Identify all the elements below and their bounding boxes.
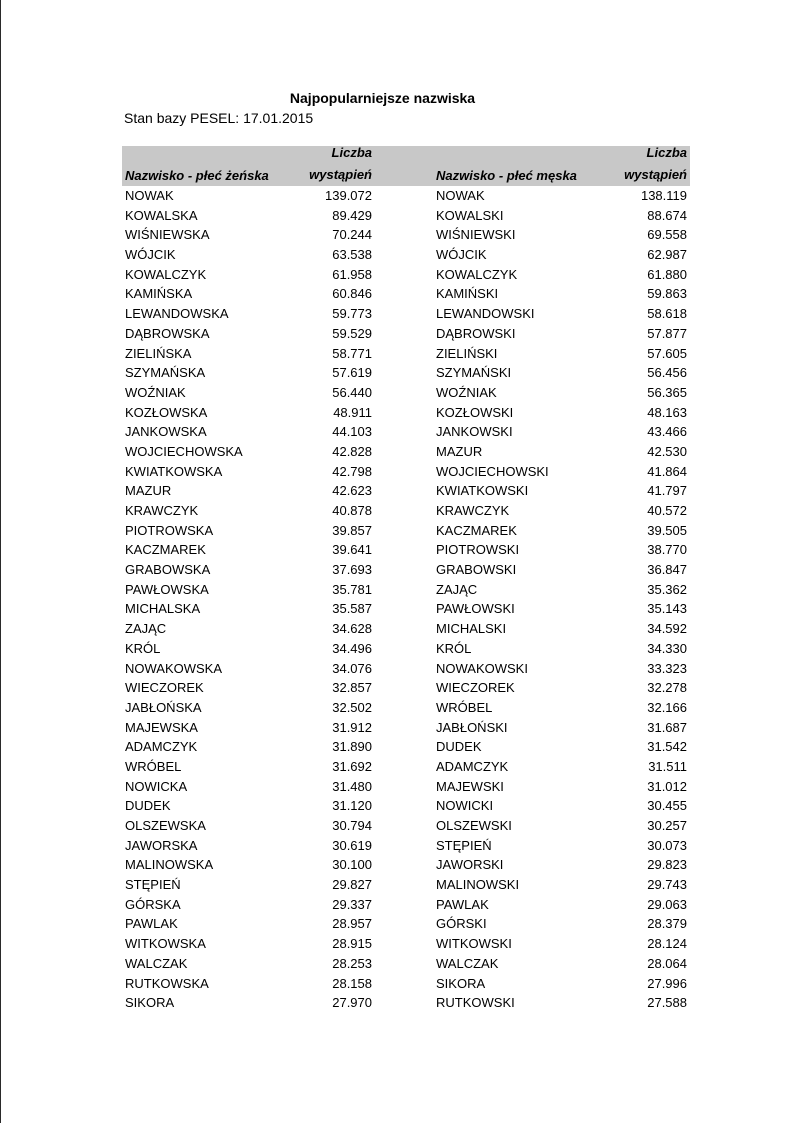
female-count: 29.827	[332, 877, 372, 893]
female-surname: NOWAK	[125, 188, 174, 203]
table-row	[122, 540, 690, 560]
table-row	[122, 344, 690, 364]
male-count: 30.073	[647, 837, 687, 853]
table-row	[122, 599, 690, 619]
header-female-name: Nazwisko - płeć żeńska	[125, 168, 269, 183]
table-row	[122, 186, 690, 206]
table-row	[122, 304, 690, 324]
male-surname: GRABOWSKI	[436, 562, 517, 578]
female-surname: MICHALSKA	[125, 601, 201, 617]
header-female-count-line2: wystąpień	[309, 167, 372, 182]
male-surname: MAJEWSKI	[436, 778, 504, 794]
table-row	[122, 403, 690, 423]
female-count: 60.846	[332, 286, 372, 302]
female-surname: WIECZOREK	[125, 680, 204, 696]
male-count: 40.572	[647, 503, 687, 518]
male-surname: LEWANDOWSKI	[436, 306, 535, 322]
page-edge	[0, 0, 1, 1123]
male-count: 59.863	[647, 286, 687, 302]
male-count: 48.163	[647, 404, 687, 420]
female-surname: DĄBROWSKA	[125, 325, 210, 341]
male-surname: WITKOWSKI	[436, 936, 512, 952]
female-count: 30.100	[332, 857, 372, 873]
male-count: 42.530	[647, 443, 687, 459]
female-surname: WITKOWSKA	[125, 936, 206, 952]
male-surname: STĘPIEŃ	[436, 837, 492, 853]
table-row	[122, 521, 690, 541]
table-row	[122, 383, 690, 403]
female-surname: KRAWCZYK	[125, 503, 199, 518]
female-surname: PAWŁOWSKA	[125, 581, 209, 597]
male-count: 39.505	[647, 522, 687, 538]
male-surname: NOWAKOWSKI	[436, 660, 528, 676]
female-count: 34.628	[332, 621, 372, 637]
male-surname: WRÓBEL	[436, 699, 493, 715]
male-count: 31.542	[647, 739, 687, 755]
table-row	[122, 462, 690, 482]
female-count: 30.619	[332, 837, 372, 853]
female-surname: JAWORSKA	[125, 837, 198, 853]
female-surname: ZAJĄC	[125, 621, 167, 637]
table-row	[122, 245, 690, 265]
male-count: 28.124	[647, 936, 687, 952]
female-count: 42.828	[332, 443, 372, 459]
female-surname: LEWANDOWSKA	[125, 306, 229, 322]
table-row	[122, 639, 690, 659]
table-row	[122, 737, 690, 757]
male-surname: PAWŁOWSKI	[436, 601, 515, 617]
male-count: 32.278	[647, 680, 687, 696]
female-surname: PAWLAK	[125, 916, 178, 932]
male-surname: WIŚNIEWSKI	[436, 227, 516, 243]
table-row	[122, 678, 690, 698]
female-count: 28.158	[332, 975, 372, 991]
female-count: 56.440	[332, 384, 372, 400]
female-count: 30.794	[332, 818, 372, 833]
male-count: 88.674	[647, 207, 687, 223]
table-row	[122, 855, 690, 875]
male-count: 34.330	[647, 640, 687, 656]
table-row	[122, 324, 690, 344]
male-count: 43.466	[647, 424, 687, 440]
male-surname: ZIELIŃSKI	[436, 345, 498, 361]
male-count: 33.323	[647, 660, 687, 676]
male-count: 41.864	[647, 463, 687, 479]
female-surname: ADAMCZYK	[125, 739, 198, 755]
male-surname: WALCZAK	[436, 955, 499, 971]
female-count: 28.253	[332, 955, 372, 971]
male-count: 31.687	[647, 719, 687, 735]
female-surname: OLSZEWSKA	[125, 818, 206, 833]
table-row	[122, 225, 690, 245]
female-count: 31.120	[332, 798, 372, 814]
female-surname: WOJCIECHOWSKA	[125, 443, 243, 459]
male-surname: JANKOWSKI	[436, 424, 513, 440]
female-count: 27.970	[332, 995, 372, 1011]
header-male-count	[607, 142, 687, 186]
female-count: 58.771	[332, 345, 372, 361]
table-row	[122, 993, 690, 1013]
female-surname: WRÓBEL	[125, 758, 182, 774]
female-surname: KWIATKOWSKA	[125, 463, 223, 479]
female-surname: WALCZAK	[125, 955, 188, 971]
male-count: 29.063	[647, 896, 687, 912]
male-surname: KRÓL	[436, 640, 472, 656]
table-row	[122, 284, 690, 304]
table-row	[122, 974, 690, 994]
female-surname: KAMIŃSKA	[125, 286, 193, 302]
female-surname: KOZŁOWSKA	[125, 404, 208, 420]
female-surname: NOWAKOWSKA	[125, 660, 223, 676]
female-count: 28.957	[332, 916, 372, 932]
male-surname: PIOTROWSKI	[436, 542, 520, 558]
female-surname: STĘPIEŃ	[125, 877, 181, 893]
male-count: 41.797	[647, 483, 687, 499]
male-surname: MICHALSKI	[436, 621, 507, 637]
female-surname: SIKORA	[125, 995, 175, 1011]
table-row	[122, 481, 690, 501]
table-row	[122, 265, 690, 285]
female-count: 39.857	[332, 522, 372, 538]
male-surname: DUDEK	[436, 739, 482, 755]
table-row	[122, 895, 690, 915]
male-surname: KRAWCZYK	[436, 503, 510, 518]
female-count: 32.857	[332, 680, 372, 696]
male-count: 29.823	[647, 857, 687, 873]
table-header	[122, 146, 690, 186]
male-surname: DĄBROWSKI	[436, 325, 516, 341]
female-surname: PIOTROWSKA	[125, 522, 214, 538]
female-count: 34.076	[332, 660, 372, 676]
header-male-name: Nazwisko - płeć męska	[436, 168, 577, 183]
female-count: 32.502	[332, 699, 372, 715]
male-count: 31.511	[648, 758, 687, 774]
male-surname: KACZMAREK	[436, 522, 517, 538]
table-row	[122, 560, 690, 580]
table-row	[122, 206, 690, 226]
table-row	[122, 777, 690, 797]
female-count: 34.496	[332, 640, 372, 656]
male-surname: KOWALSKI	[436, 207, 504, 223]
male-count: 34.592	[647, 621, 687, 637]
male-surname: RUTKOWSKI	[436, 995, 515, 1011]
male-count: 30.257	[647, 818, 687, 833]
female-surname: WIŚNIEWSKA	[125, 227, 210, 243]
male-count: 28.064	[647, 955, 687, 971]
male-count: 61.880	[647, 266, 687, 282]
male-count: 62.987	[647, 247, 687, 263]
female-surname: WOŹNIAK	[125, 384, 186, 400]
male-surname: SZYMAŃSKI	[436, 365, 512, 381]
female-surname: JABŁOŃSKA	[125, 699, 202, 715]
male-count: 138.119	[640, 188, 687, 203]
male-count: 28.379	[647, 916, 687, 932]
surnames-table	[122, 146, 690, 1013]
female-surname: KOWALSKA	[125, 207, 198, 223]
female-count: 44.103	[332, 424, 372, 440]
table-row	[122, 816, 690, 836]
male-surname: PAWLAK	[436, 896, 489, 912]
header-female-count	[292, 142, 372, 186]
male-count: 35.362	[647, 581, 687, 597]
female-count: 42.798	[332, 463, 372, 479]
female-surname: MAJEWSKA	[125, 719, 198, 735]
male-surname: OLSZEWSKI	[436, 818, 512, 833]
male-count: 38.770	[647, 542, 687, 558]
table-row	[122, 954, 690, 974]
table-row	[122, 698, 690, 718]
male-surname: GÓRSKI	[436, 916, 487, 932]
male-count: 69.558	[647, 227, 687, 243]
male-surname: WOJCIECHOWSKI	[436, 463, 549, 479]
female-surname: MAZUR	[125, 483, 172, 499]
female-count: 61.958	[332, 266, 372, 282]
female-count: 31.912	[332, 719, 372, 735]
male-count: 27.588	[647, 995, 687, 1011]
female-surname: GRABOWSKA	[125, 562, 211, 578]
table-row	[122, 363, 690, 383]
table-row	[122, 934, 690, 954]
table-body	[122, 186, 690, 1013]
female-surname: SZYMAŃSKA	[125, 365, 206, 381]
male-count: 35.143	[647, 601, 687, 617]
female-count: 40.878	[332, 503, 372, 518]
female-count: 31.890	[332, 739, 372, 755]
table-row	[122, 659, 690, 679]
female-surname: MALINOWSKA	[125, 857, 214, 873]
table-row	[122, 718, 690, 738]
female-surname: KACZMAREK	[125, 542, 206, 558]
table-row	[122, 501, 690, 521]
male-count: 32.166	[647, 699, 687, 715]
header-male-count-line2: wystąpień	[624, 167, 687, 182]
male-surname: MALINOWSKI	[436, 877, 520, 893]
male-surname: KWIATKOWSKI	[436, 483, 529, 499]
female-surname: KRÓL	[125, 640, 161, 656]
male-count: 57.877	[647, 325, 687, 341]
female-surname: RUTKOWSKA	[125, 975, 209, 991]
male-surname: SIKORA	[436, 975, 486, 991]
male-count: 57.605	[647, 345, 687, 361]
male-surname: WIECZOREK	[436, 680, 515, 696]
female-count: 29.337	[332, 896, 372, 912]
male-surname: KOWALCZYK	[436, 266, 518, 282]
male-surname: ZAJĄC	[436, 581, 478, 597]
table-row	[122, 796, 690, 816]
female-count: 70.244	[332, 227, 372, 243]
male-surname: JAWORSKI	[436, 857, 504, 873]
table-row	[122, 422, 690, 442]
male-surname: WOŹNIAK	[436, 384, 497, 400]
table-row	[122, 619, 690, 639]
female-count: 48.911	[333, 404, 372, 420]
female-count: 39.641	[332, 542, 372, 558]
table-row	[122, 757, 690, 777]
table-row	[122, 875, 690, 895]
female-count: 35.781	[332, 581, 372, 597]
female-surname: KOWALCZYK	[125, 266, 207, 282]
header-male-count-line1: Liczba	[646, 145, 687, 160]
male-count: 30.455	[647, 798, 687, 814]
female-count: 31.692	[332, 758, 372, 774]
male-count: 31.012	[647, 778, 687, 794]
male-count: 56.365	[647, 384, 687, 400]
male-surname: ADAMCZYK	[436, 758, 509, 774]
female-surname: NOWICKA	[125, 778, 188, 794]
table-row	[122, 442, 690, 462]
male-surname: NOWAK	[436, 188, 485, 203]
table-row	[122, 836, 690, 856]
header-female-count-line1: Liczba	[331, 145, 372, 160]
female-surname: DUDEK	[125, 798, 171, 814]
female-count: 59.773	[332, 306, 372, 322]
male-count: 56.456	[647, 365, 687, 381]
page-title: Najpopularniejsze nazwiska	[289, 90, 476, 106]
male-count: 36.847	[647, 562, 687, 578]
female-count: 57.619	[332, 365, 372, 381]
male-count: 29.743	[647, 877, 687, 893]
female-count: 28.915	[332, 936, 372, 952]
female-count: 89.429	[332, 207, 372, 223]
female-count: 59.529	[332, 325, 372, 341]
male-surname: KAMIŃSKI	[436, 286, 499, 302]
female-surname: JANKOWSKA	[125, 424, 207, 440]
female-count: 35.587	[332, 601, 372, 617]
male-count: 27.996	[647, 975, 687, 991]
table-row	[122, 914, 690, 934]
female-surname: GÓRSKA	[125, 896, 181, 912]
female-count: 31.480	[332, 778, 372, 794]
female-surname: ZIELIŃSKA	[125, 345, 192, 361]
male-surname: MAZUR	[436, 443, 483, 459]
male-surname: JABŁOŃSKI	[436, 719, 508, 735]
table-row	[122, 580, 690, 600]
female-count: 63.538	[332, 247, 372, 263]
page-subtitle: Stan bazy PESEL: 17.01.2015	[124, 110, 314, 126]
female-count: 42.623	[332, 483, 372, 499]
male-surname: KOZŁOWSKI	[436, 404, 514, 420]
male-count: 58.618	[647, 306, 687, 322]
female-count: 139.072	[325, 188, 372, 203]
female-surname: WÓJCIK	[125, 247, 176, 263]
female-count: 37.693	[332, 562, 372, 578]
male-surname: NOWICKI	[436, 798, 494, 814]
male-surname: WÓJCIK	[436, 247, 487, 263]
